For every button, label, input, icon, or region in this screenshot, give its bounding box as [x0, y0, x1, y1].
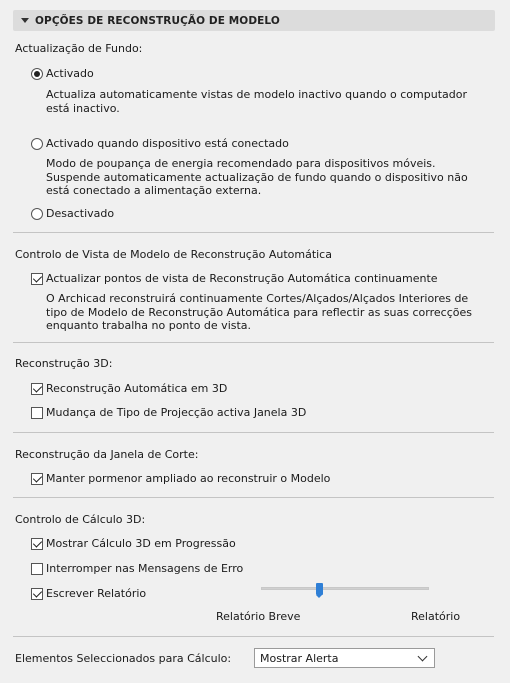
radio-activated-control[interactable] [31, 68, 43, 80]
checkbox-update-viewpoints[interactable] [31, 272, 438, 285]
auto-rebuild-view-label: Controlo de Vista de Modelo de Reconstrução Automática [15, 248, 332, 261]
divider [13, 636, 494, 637]
panel-title: OPÇÕES DE RECONSTRUÇÃO DE MODELO [35, 14, 280, 27]
report-slider-track[interactable] [261, 587, 429, 590]
radio-activated-plugged[interactable] [31, 137, 289, 150]
checkbox-update-viewpoints-label: Actualizar pontos de vista de Reconstrução Automática continuamente [46, 272, 438, 285]
report-slider-min-label: Relatório Breve [216, 610, 301, 623]
checkbox-projection-change[interactable] [31, 406, 306, 419]
selected-elements-dropdown[interactable] [254, 648, 435, 668]
divider [13, 497, 494, 498]
chevron-down-icon [418, 651, 428, 661]
checkbox-stop-on-errors-label: Interromper nas Mensagens de Erro [46, 562, 244, 575]
checkbox-write-report-control[interactable] [31, 588, 43, 600]
divider [13, 232, 494, 233]
checkbox-keep-zoomed[interactable] [31, 472, 330, 485]
collapse-triangle-icon[interactable] [21, 18, 29, 23]
checkbox-auto-rebuild-3d-control[interactable] [31, 383, 43, 395]
radio-deactivated-control[interactable] [31, 208, 43, 220]
radio-activated-plugged-label: Activado quando dispositivo está conectado [46, 137, 289, 150]
checkbox-projection-change-control[interactable] [31, 407, 43, 419]
radio-deactivated[interactable] [31, 207, 114, 220]
checkbox-write-report[interactable] [31, 587, 146, 600]
rebuild-3d-label: Reconstrução 3D: [15, 357, 113, 370]
background-update-label: Actualização de Fundo: [15, 42, 143, 55]
radio-activated[interactable] [31, 67, 94, 80]
checkbox-projection-change-label: Mudança de Tipo de Projecção activa Janela 3D [46, 406, 307, 419]
report-slider-handle[interactable] [316, 583, 323, 595]
checkbox-show-progress[interactable] [31, 537, 236, 550]
auto-rebuild-view-desc: O Archicad reconstruirá continuamente Cortes/Alçados/Alçados Interiores de tipo de Modelo de Reconstrução Automática para reflectir as suas correcções enquanto trabalha no ponto de vista. [46, 292, 472, 332]
radio-activated-plugged-control[interactable] [31, 138, 43, 150]
radio-activated-plugged-desc: Modo de poupança de energia recomendado para dispositivos móveis. Suspende automaticamente actualização de fundo quando o dispositivo não está conectado a alimentação externa. [46, 157, 468, 197]
checkbox-stop-on-errors[interactable] [31, 562, 243, 575]
radio-activated-desc: Actualiza automaticamente vistas de modelo inactivo quando o computador está inactivo. [46, 88, 467, 115]
panel-header[interactable] [13, 10, 495, 31]
radio-activated-label: Activado [46, 67, 94, 80]
radio-deactivated-label: Desactivado [46, 207, 115, 220]
checkbox-show-progress-label: Mostrar Cálculo 3D em Progressão [46, 537, 236, 550]
checkbox-stop-on-errors-control[interactable] [31, 563, 43, 575]
checkbox-keep-zoomed-label: Manter pormenor ampliado ao reconstruir o Modelo [46, 472, 331, 485]
divider [13, 432, 494, 433]
checkbox-update-viewpoints-control[interactable] [31, 273, 43, 285]
divider [13, 342, 494, 343]
checkbox-auto-rebuild-3d[interactable] [31, 382, 227, 395]
checkbox-write-report-label: Escrever Relatório [46, 587, 147, 600]
calc-3d-label: Controlo de Cálculo 3D: [15, 513, 146, 526]
section-window-label: Reconstrução da Janela de Corte: [15, 448, 199, 461]
selected-elements-label: Elementos Seleccionados para Cálculo: [15, 652, 232, 665]
checkbox-show-progress-control[interactable] [31, 538, 43, 550]
checkbox-auto-rebuild-3d-label: Reconstrução Automática em 3D [46, 382, 228, 395]
report-slider-max-label: Relatório [411, 610, 461, 623]
checkbox-keep-zoomed-control[interactable] [31, 473, 43, 485]
selected-elements-value: Mostrar Alerta [260, 651, 339, 665]
